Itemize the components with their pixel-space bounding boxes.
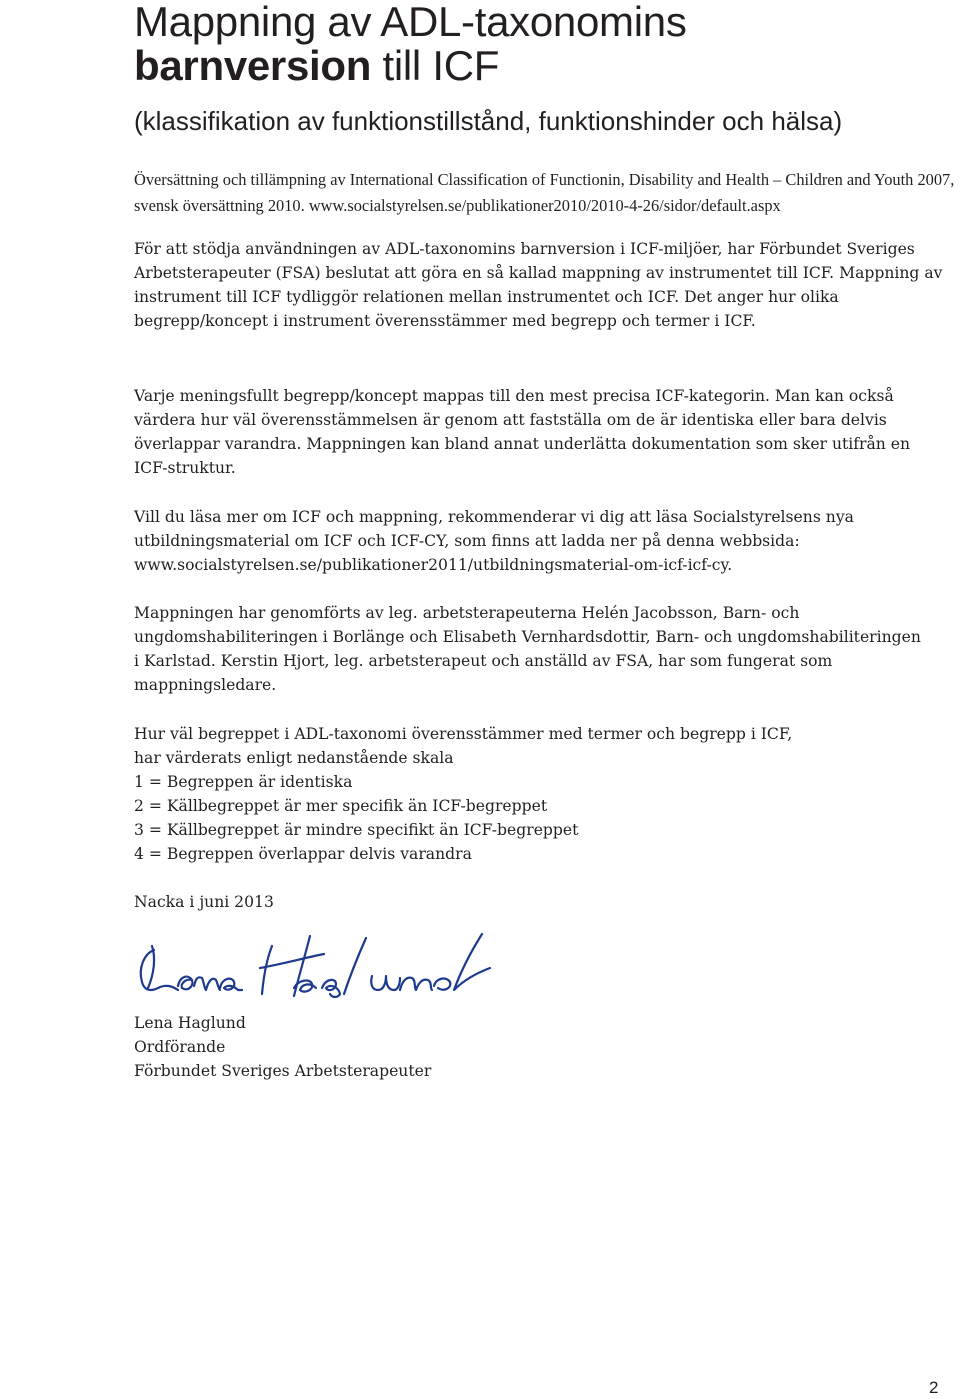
scale-item: 3 = Källbegreppet är mindre specifikt än ICF-begreppet xyxy=(134,821,579,839)
paragraph-authors: Mappningen har genomförts av leg. arbetsterapeuterna Helén Jacobsson, Barn- och ungdomshabiliteringen i Borlänge och Elisabeth Vernhardsdottir, Barn- och ungdomshabiliteringen i Karlstad. Kerstin Hjort, leg. arbetsterapeut och anställd av FSA, har som fungerat som mappningsledare. xyxy=(134,604,921,694)
signer-name: Lena Haglund xyxy=(134,1014,246,1032)
signer-organization: Förbundet Sveriges Arbetsterapeuter xyxy=(134,1062,432,1080)
source-note: Översättning och tillämpning av International Classification of Functionin, Disability and Health – Children and Youth 2007, svensk översättning 2010. www.socialstyrelsen.se/publikationer2010/2010-4-26/sidor/default.aspx xyxy=(134,170,955,215)
paragraph-read-more: Vill du läsa mer om ICF och mappning, rekommenderar vi dig att läsa Socialstyrelsens nya utbildningsmaterial om ICF och ICF-CY, som finns att ladda ner på denna webbsida: www.socialstyrelsen.se/publikationer2011/utbildningsmaterial-om-icf-icf-cy. xyxy=(134,508,854,574)
scale-item: 2 = Källbegreppet är mer specifik än ICF-begreppet xyxy=(134,797,548,815)
title-bold-word: barnversion xyxy=(134,42,372,89)
scale-item: 1 = Begreppen är identiska xyxy=(134,773,353,791)
signer-role: Ordförande xyxy=(134,1038,226,1056)
rating-scale xyxy=(134,722,934,866)
title-line-1: Mappning av ADL-taxonomins xyxy=(134,0,687,45)
document-subtitle: (klassifikation av funktionstillstånd, funktionshinder och hälsa) xyxy=(134,106,843,136)
title-rest: till ICF xyxy=(371,42,500,89)
signer-block xyxy=(134,1011,431,1083)
paragraph-method: Varje meningsfullt begrepp/koncept mappas till den mest precisa ICF-kategorin. Man kan också värdera hur väl överensstämmelsen är genom att fastställa om de är identiska eller bara delvis överlappar varandra. Mappningen kan bland annat underlätta dokumentation som sker utifrån en ICF-struktur. xyxy=(134,387,911,477)
scale-intro-line-2: har värderats enligt nedanstående skala xyxy=(134,749,454,767)
place-date: Nacka i juni 2013 xyxy=(134,893,274,911)
scale-intro-line-1: Hur väl begreppet i ADL-taxonomi överensstämmer med termer och begrepp i ICF, xyxy=(134,725,793,743)
title-line-2 xyxy=(134,44,687,88)
document-title xyxy=(134,0,687,88)
scale-item: 4 = Begreppen överlappar delvis varandra xyxy=(134,845,472,863)
page-number: 2 xyxy=(929,1378,939,1397)
handwritten-signature xyxy=(132,928,502,1000)
paragraph-purpose: För att stödja användningen av ADL-taxonomins barnversion i ICF-miljöer, har Förbundet Sveriges Arbetsterapeuter (FSA) beslutat att göra en så kallad mappning av instrumentet till ICF. Mappning av instrument till ICF tydliggör relationen mellan instrumentet och ICF. Det anger hur olika begrepp/koncept i instrument överensstämmer med begrepp och termer i ICF. xyxy=(134,240,943,330)
